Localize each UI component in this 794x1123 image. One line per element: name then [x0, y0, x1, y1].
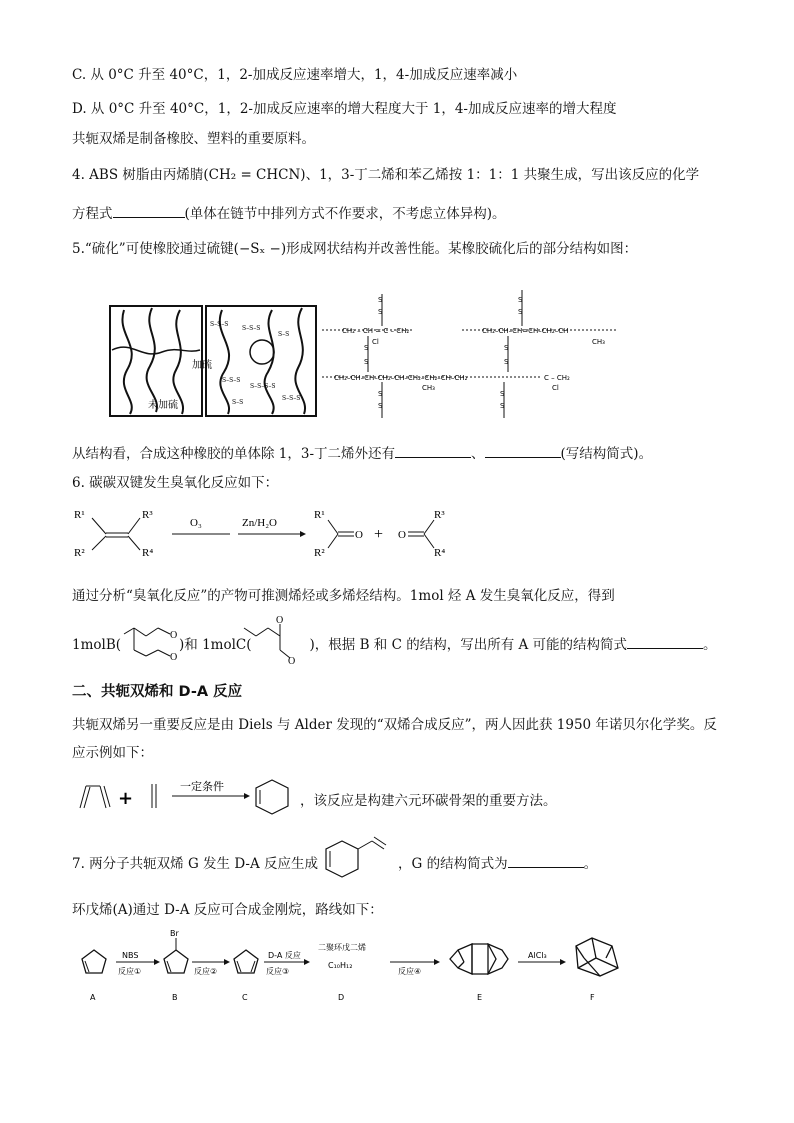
- svg-text:C – CH₂: C – CH₂: [544, 374, 570, 382]
- q5-suffix: (写结构简式)。: [560, 446, 653, 462]
- svg-text:O: O: [355, 529, 363, 541]
- svg-text:S: S: [500, 402, 505, 410]
- svg-text:S: S: [378, 296, 383, 304]
- svg-text:R¹: R¹: [314, 509, 325, 521]
- molecule-b: [120, 616, 180, 666]
- step-4: 反应④: [398, 967, 422, 976]
- molecule-c: [240, 616, 300, 666]
- r3-label: R³: [142, 509, 153, 521]
- svg-text:Cl: Cl: [372, 338, 379, 346]
- svg-text:S: S: [518, 308, 523, 316]
- r2-label: R²: [74, 547, 85, 559]
- da-intro-line2: 应示例如下：: [72, 745, 153, 761]
- q4-suffix: (单体在链节中排列方式不作要求，不考虑立体异构)。: [184, 206, 506, 222]
- option-d: D. 从 0°C 升至 40°C，1，2-加成反应速率的增大程度大于 1，4-加成反应速率的增大程度: [72, 101, 617, 117]
- label-f: F: [590, 993, 595, 1002]
- reaction-condition: 一定条件: [180, 780, 224, 793]
- diels-alder-example: [72, 770, 312, 830]
- svg-text:O: O: [170, 630, 178, 641]
- q5-separator: 、: [471, 446, 485, 462]
- r4-label: R⁴: [142, 547, 154, 559]
- zn-h2o-reagent: Zn/H₂O: [242, 517, 277, 529]
- svg-text:R³: R³: [434, 509, 445, 521]
- label-d: D: [338, 993, 345, 1002]
- intro-text: 共轭双烯是制备橡胶、塑料的重要原料。: [72, 131, 315, 147]
- question-6: 6. 碳碳双键发生臭氧化反应如下：: [72, 475, 279, 491]
- svg-text:CH₃: CH₃: [592, 338, 605, 346]
- route-intro: 环戊烯(A)通过 D-A 反应可合成金刚烷，路线如下：: [72, 902, 383, 918]
- option-c: C. 从 0°C 升至 40°C，1，2-加成反应速率增大，1，4-加成反应速率减小: [72, 67, 518, 83]
- svg-text:CH₂–CH–CH=CH–CH₂–CH: CH₂–CH–CH=CH–CH₂–CH: [482, 327, 569, 335]
- vulcanization-figure: [72, 280, 632, 430]
- q7-end: 。: [583, 856, 598, 872]
- svg-text:R²: R²: [314, 547, 325, 559]
- molecule-f: [576, 938, 618, 976]
- answer-blank[interactable]: [627, 634, 703, 649]
- svg-text:CH₂ – CH = C – CH₂: CH₂ – CH = C – CH₂: [342, 327, 410, 335]
- s-bridge: S–S–S–S: [250, 383, 276, 390]
- ozonolysis-equation: [72, 500, 492, 570]
- question-5-line2: [72, 443, 652, 463]
- q7-middle: ，G 的结构简式为: [398, 856, 508, 872]
- q6-text-1: 1molB(: [72, 637, 122, 653]
- molecule-e: [450, 944, 508, 974]
- s-bridge: S–S–S: [242, 325, 261, 332]
- label-b: B: [172, 993, 178, 1002]
- bromine: Br: [170, 929, 179, 938]
- step-3: 反应③: [266, 967, 290, 976]
- plus-sign: +: [118, 788, 134, 809]
- svg-text:R⁴: R⁴: [434, 547, 446, 559]
- svg-text:O: O: [288, 656, 296, 667]
- answer-blank[interactable]: [485, 443, 561, 458]
- svg-text:S: S: [364, 344, 369, 352]
- svg-text:CH₂–CH–CH–CH₂–CH–CH₂–CH₂–CH–CH: CH₂–CH–CH–CH₂–CH–CH₂–CH₂–CH–CH₂: [334, 374, 468, 382]
- step-2: 反应②: [194, 967, 218, 976]
- svg-text:S: S: [378, 308, 383, 316]
- s-bridge: S–S–S: [282, 395, 301, 402]
- s-bridge: S–S–S: [222, 377, 241, 384]
- section-title: 二、共轭双烯和 D-A 反应: [72, 684, 243, 700]
- svg-text:O: O: [398, 529, 406, 541]
- vinylcyclohexene: [322, 833, 402, 888]
- svg-text:S: S: [504, 344, 509, 352]
- r1-label: R¹: [74, 509, 85, 521]
- label-weijialiu: 未加硫: [148, 400, 178, 411]
- q6-text-4: 。: [703, 637, 717, 653]
- svg-text:S: S: [504, 358, 509, 366]
- q6-text-3: )，根据 B 和 C 的结构，写出所有 A 可能的结构简式: [309, 637, 628, 653]
- label-e: E: [477, 993, 483, 1002]
- question-5: 5.“硫化”可使橡胶通过硫键(−Sₓ −)形成网状结构并改善性能。某橡胶硫化后的部分结构如图：: [72, 241, 638, 257]
- question-4-line2: [72, 203, 506, 223]
- reagent-da: D-A 反应: [268, 951, 301, 960]
- polymer-chain-structure: [322, 290, 617, 418]
- s-bridge: S–S: [232, 399, 244, 406]
- o3-reagent: O₃: [190, 517, 202, 529]
- reagent-nbs: NBS: [122, 951, 139, 960]
- label-c: C: [242, 993, 248, 1002]
- butadiene: [80, 786, 110, 808]
- da-intro-line1: 共轭双烯另一重要反应是由 Diels 与 Alder 发现的“双烯合成反应”，两人因此获 1950 年诺贝尔化学奖。反: [72, 717, 717, 733]
- svg-text:S: S: [500, 390, 505, 398]
- ethylene: [152, 784, 156, 808]
- svg-text:O: O: [276, 615, 284, 626]
- svg-text:S: S: [518, 296, 523, 304]
- svg-text:S: S: [378, 390, 383, 398]
- answer-blank[interactable]: [395, 443, 471, 458]
- svg-text:S: S: [364, 358, 369, 366]
- d-formula: C₁₀H₁₂: [328, 961, 353, 970]
- synthesis-route: [72, 928, 632, 1008]
- q7-prefix: 7. 两分子共轭双烯 G 发生 D-A 反应生成: [72, 856, 319, 872]
- q4-prefix: 方程式: [72, 206, 113, 222]
- answer-blank[interactable]: [508, 853, 584, 868]
- svg-text:CH₃: CH₃: [422, 384, 435, 392]
- d-name: 二聚环戊二烯: [318, 943, 366, 952]
- da-example-note: ，该反应是构建六元环碳骨架的重要方法。: [300, 793, 557, 809]
- svg-text:Cl: Cl: [552, 384, 559, 392]
- cyclohexene: [256, 780, 288, 814]
- svg-text:S: S: [378, 402, 383, 410]
- q5-prefix: 从结构看，合成这种橡胶的单体除 1，3-丁二烯外还有: [72, 446, 396, 462]
- s-bridge: S–S: [278, 331, 290, 338]
- q6-text-2: )和 1molC(: [179, 637, 252, 653]
- answer-blank[interactable]: [113, 203, 185, 218]
- svg-text:O: O: [170, 652, 178, 663]
- label-jialiu: 加硫: [192, 360, 212, 371]
- question-6-line2: 通过分析“臭氧化反应”的产物可推测烯烃或多烯烃结构。1mol 烃 A 发生臭氧化反应，得到: [72, 588, 615, 604]
- plus-sign: +: [374, 526, 384, 543]
- reagent-alcl3: AlCl₃: [528, 951, 547, 960]
- s-bridge: S–S–S: [210, 321, 229, 328]
- label-a: A: [90, 993, 96, 1002]
- question-4: 4. ABS 树脂由丙烯腈(CH₂ = CHCN)、1，3-丁二烯和苯乙烯按 1：1：1 共聚生成，写出该反应的化学: [72, 167, 700, 183]
- step-1: 反应①: [118, 967, 142, 976]
